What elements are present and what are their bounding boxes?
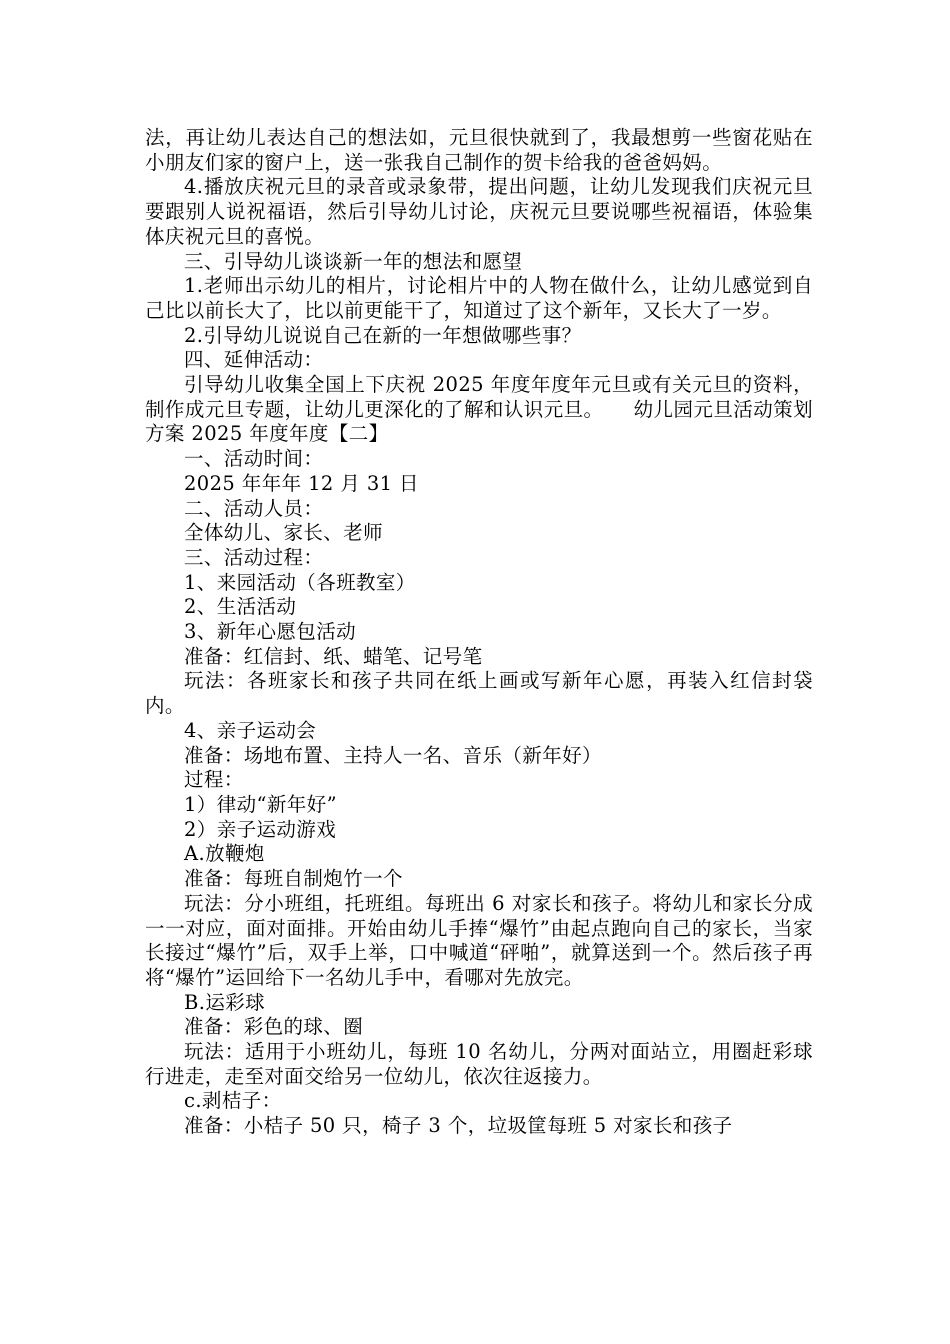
sports-process-label: 过程：: [184, 768, 244, 792]
sports-step-2: 2）亲子运动游戏: [184, 817, 337, 841]
sports-step-1: 1）律动“新年好”: [184, 792, 337, 816]
paragraph-step-2: 2.引导幼儿说说自己在新的一年想做哪些事？: [184, 323, 582, 347]
process-item-1: 1、来园活动（各班教室）: [184, 570, 416, 594]
process-item-3: 3、新年心愿包活动: [184, 620, 357, 644]
paragraph-step-1: 1.老师出示幼儿的相片，讨论相片中的人物在做什么，让幼儿感觉到自己比以前长大了，比以前更能干了，知道过了这个新年，又长大了一岁。: [145, 274, 813, 322]
game-a-rules: 玩法：分小班组，托班组。每班出 6 对家长和孩子。将幼儿和家长分成一一对应，面对面排。开始由幼儿手捧“爆竹”由起点跑向自己的家长，当家长接过“爆竹”后，双手上举，口中喊道“砰啪”，就算送到一个。然后孩子再将“爆竹”运回给下一名幼儿手中，看哪对先放完。: [145, 891, 813, 989]
game-a-prep: 准备：每班自制炮竹一个: [184, 867, 403, 891]
wish-prep: 准备：红信封、纸、蜡笔、记号笔: [184, 644, 483, 668]
section-heading-4: 四、延伸活动：: [184, 348, 324, 372]
heading-process: 三、活动过程：: [184, 545, 324, 569]
document-page: [145, 126, 813, 1139]
paragraph-extension: 引导幼儿收集全国上下庆祝 2025 年度年度年元旦或有关元旦的资料，制作成元旦专题，让幼儿更深化的了解和认识元旦。 幼儿园元旦活动策划方案 2025 年度年度【二】: [145, 373, 813, 446]
process-item-2: 2、生活活动: [184, 595, 297, 619]
paragraph-step-4: 4.播放庆祝元旦的录音或录象带，提出问题，让幼儿发现我们庆祝元旦要跟别人说祝福语，然后引导幼儿讨论，庆祝元旦要说哪些祝福语，体验集体庆祝元旦的喜悦。: [145, 175, 813, 248]
process-item-4: 4、亲子运动会: [184, 718, 317, 742]
heading-activity-time: 一、活动时间：: [184, 447, 324, 471]
game-c-prep: 准备：小桔子 50 只，椅子 3 个，垃圾筐每班 5 对家长和孩子: [184, 1114, 733, 1138]
game-b-title: B.运彩球: [184, 990, 266, 1014]
game-b-prep: 准备：彩色的球、圈: [184, 1015, 364, 1039]
wish-rules: 玩法：各班家长和孩子共同在纸上画或写新年心愿，再装入红信封袋内。: [145, 669, 813, 718]
section-heading-3: 三、引导幼儿谈谈新一年的想法和愿望: [184, 249, 523, 273]
participants-text: 全体幼儿、家长、老师: [184, 521, 384, 545]
sports-prep: 准备：场地布置、主持人一名、音乐（新年好）: [184, 743, 602, 767]
game-a-title: A.放鞭炮: [184, 842, 265, 866]
heading-participants: 二、活动人员：: [184, 496, 324, 520]
activity-date: 2025 年年年 12 月 31 日: [184, 471, 419, 495]
game-b-rules: 玩法：适用于小班幼儿，每班 10 名幼儿，分两对面站立，用圈赶彩球行进走，走至对面交给另一位幼儿，依次往返接力。: [145, 1040, 813, 1088]
game-c-title: c.剥桔子：: [184, 1089, 282, 1113]
paragraph-continuation: 法，再让幼儿表达自己的想法如，元旦很快就到了，我最想剪一些窗花贴在小朋友们家的窗户上，送一张我自己制作的贺卡给我的爸爸妈妈。: [145, 126, 813, 174]
